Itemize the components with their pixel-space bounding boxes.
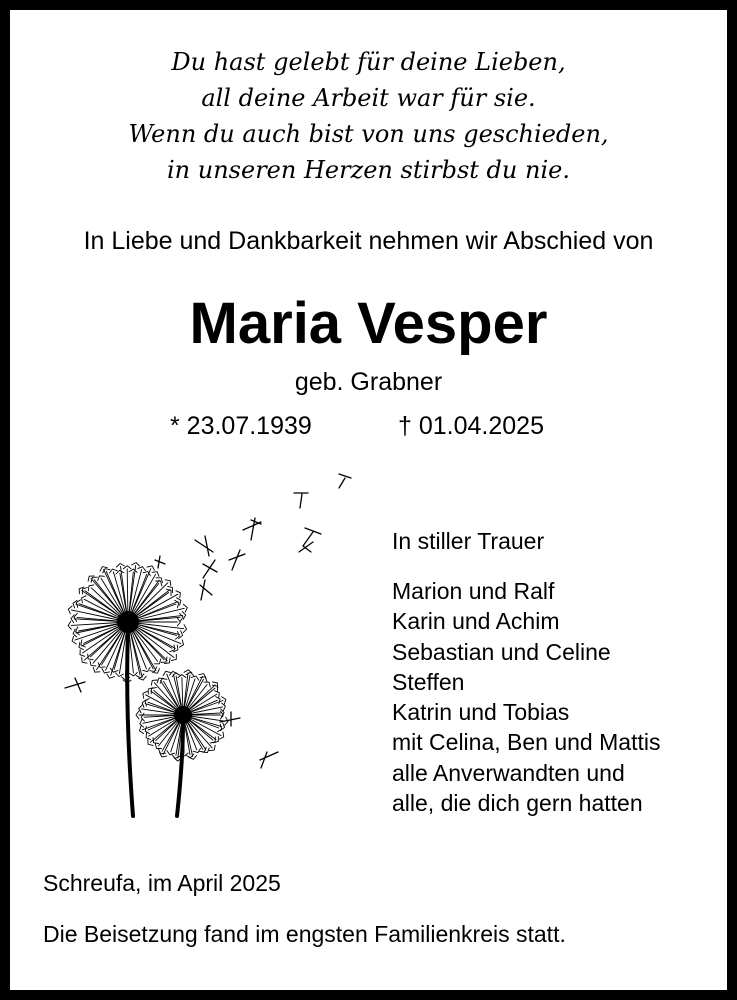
poem-line: all deine Arbeit war für sie. xyxy=(201,84,536,112)
poem-line: Du hast gelebt für deine Lieben, xyxy=(171,48,566,76)
list-item: Marion und Ralf xyxy=(392,578,555,604)
burial-note: Die Beisetzung fand im engsten Familienkreis statt. xyxy=(43,921,566,947)
poem-line: in unseren Herzen stirbst du nie. xyxy=(167,156,570,184)
farewell-intro: In Liebe und Dankbarkeit nehmen wir Abschied von xyxy=(83,227,654,255)
list-item: Sebastian und Celine xyxy=(392,638,611,665)
list-item: Katrin und Tobias xyxy=(392,699,570,726)
dandelion-icon xyxy=(55,460,375,820)
list-item: alle, die dich gern hatten xyxy=(392,790,643,817)
maiden-name: geb. Grabner xyxy=(294,368,443,396)
death-date: † 01.04.2025 xyxy=(398,412,544,440)
poem xyxy=(0,44,737,188)
birth-date: * 23.07.1939 xyxy=(170,412,312,440)
list-item: Steffen xyxy=(392,668,465,695)
list-item: mit Celina, Ben und Mattis xyxy=(392,729,661,756)
mourning-heading: In stiller Trauer xyxy=(392,528,545,554)
poem-line: Wenn du auch bist von uns geschieden, xyxy=(128,120,609,148)
family-list xyxy=(392,576,660,818)
deceased-name: Maria Vesper xyxy=(189,291,548,356)
list-item: alle Anverwandten und xyxy=(392,759,625,786)
list-item: Karin und Achim xyxy=(392,608,560,635)
place-and-date: Schreufa, im April 2025 xyxy=(43,870,281,896)
